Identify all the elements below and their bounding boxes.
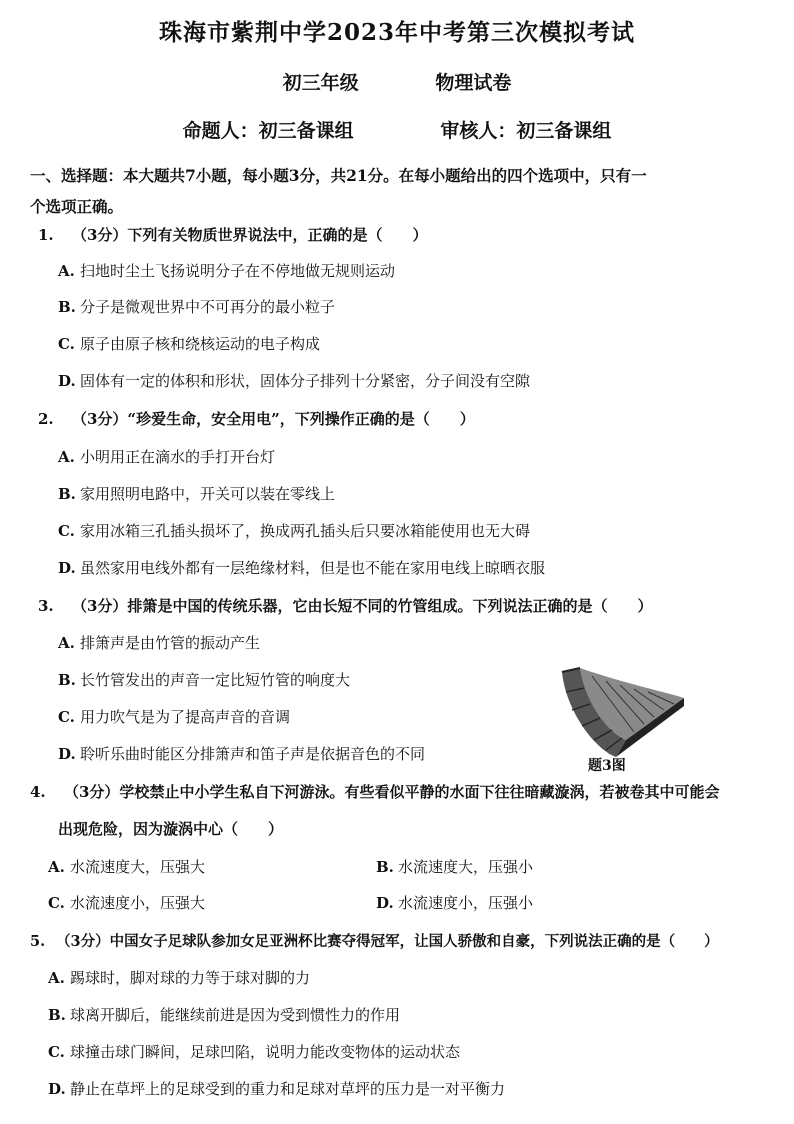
question-number: 1. <box>38 226 54 244</box>
question-4-option-a: A. 水流速度大，压强大 <box>48 858 206 876</box>
question-text: （3分）学校禁止中小学生私自下河游泳。有些看似平静的水面下往往暗藏漩涡，若被卷其中可能会 <box>64 783 720 801</box>
question-text: （3分）“珍爱生命，安全用电”，下列操作正确的是（ ） <box>72 410 475 428</box>
question-number: 3. <box>38 597 54 615</box>
grade-label: 初三年级 <box>282 72 359 94</box>
question-1-stem <box>38 224 427 245</box>
question-1-option-b: B. 分子是微观世界中不可再分的最小粒子 <box>58 298 336 316</box>
question-text: （3分）下列有关物质世界说法中，正确的是（ ） <box>72 226 428 244</box>
pan-flute-pipes <box>562 668 684 757</box>
author-reviewer-row <box>0 116 794 143</box>
question-3-option-a: A. 排箫声是由竹管的振动产生 <box>58 634 261 652</box>
question-number: 5. <box>30 933 46 950</box>
question-4-option-b: B. 水流速度大，压强小 <box>376 858 534 876</box>
question-text: （3分）排箫是中国的传统乐器，它由长短不同的竹管组成。下列说法正确的是（ ） <box>72 597 653 615</box>
question-3-option-d: D. 聆听乐曲时能区分排箫声和笛子声是依据音色的不同 <box>58 745 426 763</box>
question-5-option-c: C. 球撞击球门瞬间，足球凹陷，说明力能改变物体的运动状态 <box>48 1043 461 1061</box>
author-label: 命题人：初三备课组 <box>182 120 354 142</box>
section-heading <box>30 160 770 222</box>
question-4-option-c: C. 水流速度小，压强大 <box>48 894 206 912</box>
exam-title: 珠海市紫荆中学2023年中考第三次模拟考试 <box>158 19 635 46</box>
question-4-option-d: D. 水流速度小，压强小 <box>376 894 534 912</box>
question-5-option-d: D. 静止在草坪上的足球受到的重力和足球对草坪的压力是一对平衡力 <box>48 1080 506 1098</box>
question-1-option-a: A. 扫地时尘土飞扬说明分子在不停地做无规则运动 <box>58 262 396 280</box>
question-5-option-a: A. 踢球时，脚对球的力等于球对脚的力 <box>48 969 311 987</box>
question-3-stem <box>38 595 652 616</box>
question-number: 2. <box>38 410 54 428</box>
question-4-stem <box>30 781 719 802</box>
reviewer-label: 审核人：初三备课组 <box>440 120 612 142</box>
grade-subject-row <box>0 68 794 95</box>
question-2-option-c: C. 家用冰箱三孔插头损坏了，换成两孔插头后只要冰箱能使用也无大碍 <box>58 522 531 540</box>
question-4-stem-continued: 出现危险，因为漩涡中心（ ） <box>58 820 284 838</box>
question-1-option-d: D. 固体有一定的体积和形状，固体分子排列十分紧密，分子间没有空隙 <box>58 372 531 390</box>
question-2-stem <box>38 408 475 429</box>
question-2-option-a: A. 小明用正在滴水的手打开台灯 <box>58 448 276 466</box>
question-2-option-b: B. 家用照明电路中，开关可以装在零线上 <box>58 485 336 503</box>
subject-label: 物理试卷 <box>435 72 512 94</box>
section-heading-line2: 个选项正确。 <box>30 197 124 216</box>
question-5-stem <box>30 930 719 951</box>
question-5-option-b: B. 球离开脚后，能继续前进是因为受到惯性力的作用 <box>48 1006 401 1024</box>
question-3-option-c: C. 用力吹气是为了提高声音的音调 <box>58 708 291 726</box>
section-heading-line1: 一、选择题：本大题共7小题，每小题3分，共21分。在每小题给出的四个选项中，只有一 <box>30 166 647 185</box>
question-text: （3分）中国女子足球队参加女足亚洲杯比赛夺得冠军，让国人骄傲和自豪，下列说法正确的是（ ） <box>56 933 719 950</box>
question-number: 4. <box>30 783 46 801</box>
question-3-option-b: B. 长竹管发出的声音一定比短竹管的响度大 <box>58 671 351 689</box>
question-2-option-d: D. 虽然家用电线外都有一层绝缘材料，但是也不能在家用电线上晾晒衣服 <box>58 559 546 577</box>
figure-caption: 题3图 <box>588 758 626 774</box>
question-1-option-c: C. 原子由原子核和绕核运动的电子构成 <box>58 335 321 353</box>
